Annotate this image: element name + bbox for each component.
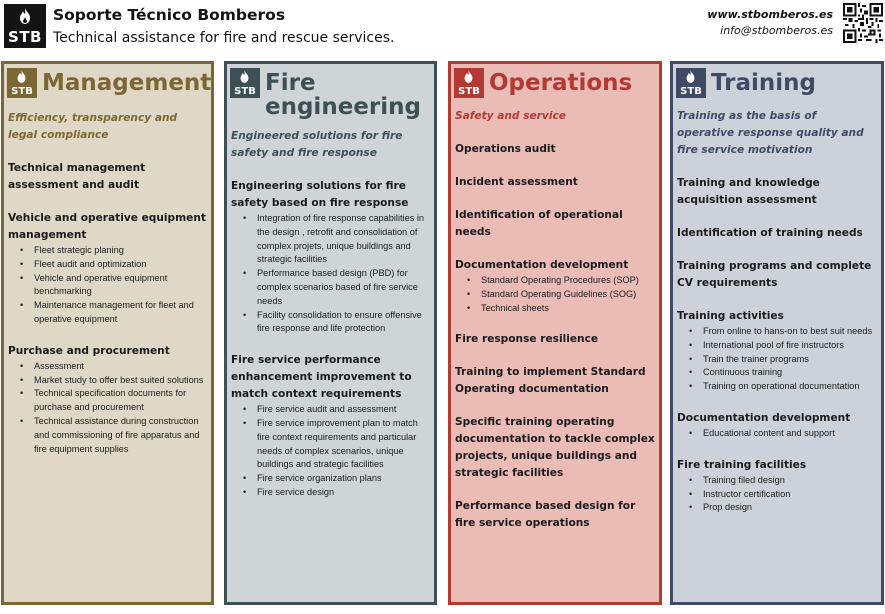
list-item: • Standard Operating Guidelines (SOG) bbox=[467, 288, 655, 302]
list-item: • Technical sheets bbox=[467, 302, 655, 316]
stb-badge bbox=[676, 68, 706, 98]
list-item: • Facility consolidation to ensure offensive fire response and life protection bbox=[243, 309, 430, 337]
list-item: • Fire service design bbox=[243, 486, 430, 500]
section bbox=[677, 457, 877, 515]
list-item: • Performance based design (PBD) for complex scenarios based of fire service needs bbox=[243, 267, 430, 308]
list-item: • Prop design bbox=[689, 501, 877, 515]
section-title: Training programs and complete CV requirements bbox=[677, 260, 872, 289]
section-title: Identification of training needs bbox=[677, 227, 863, 239]
section bbox=[455, 141, 655, 158]
bullet-list bbox=[8, 360, 207, 457]
section bbox=[455, 257, 655, 315]
column-tagline: Engineered solutions for fire safety and fire response bbox=[231, 130, 403, 159]
list-item: • Fire service audit and assessment bbox=[243, 403, 430, 417]
section-title: Vehicle and operative equipment management bbox=[8, 212, 206, 241]
section-title: Fire response resilience bbox=[455, 333, 599, 346]
list-item: • Educational content and support bbox=[689, 427, 877, 441]
list-item: • Training filed design bbox=[689, 474, 877, 488]
section-title: Training to implement Standard Operating documentation bbox=[455, 366, 646, 396]
section bbox=[677, 258, 877, 292]
logo-text: STB bbox=[8, 28, 42, 46]
bullet-list bbox=[8, 244, 207, 327]
section bbox=[455, 414, 655, 482]
section-title: Incident assessment bbox=[455, 176, 578, 188]
section-title: Documentation development bbox=[677, 411, 851, 424]
badge-text: STB bbox=[680, 86, 702, 97]
list-item: • Market study to offer best suited solutions bbox=[20, 374, 207, 388]
stb-badge bbox=[454, 68, 484, 98]
column-body bbox=[677, 108, 877, 531]
section bbox=[8, 160, 207, 194]
page-subtitle: Technical assistance for fire and rescue services. bbox=[53, 30, 395, 46]
section-title: Training activities bbox=[677, 310, 784, 322]
list-item: • Continuous training bbox=[689, 366, 877, 380]
column-body bbox=[8, 110, 207, 472]
section bbox=[677, 410, 877, 441]
section bbox=[677, 225, 877, 242]
flame-icon bbox=[463, 70, 474, 83]
section-title: Purchase and procurement bbox=[8, 344, 170, 357]
list-item: • International pool of fire instructors bbox=[689, 339, 877, 353]
section-title: Training and knowledge acquisition assessment bbox=[677, 177, 820, 206]
column-heading: Fire engineering bbox=[265, 70, 421, 120]
list-item: • Instructor certification bbox=[689, 488, 877, 502]
list-item: • Fleet audit and optimization bbox=[20, 258, 207, 272]
column-heading: Training bbox=[711, 70, 817, 96]
stb-logo bbox=[4, 4, 46, 48]
list-item: • Fleet strategic planing bbox=[20, 244, 207, 258]
list-item: • Technical specification documents for purchase and procurement bbox=[20, 387, 207, 415]
flame-icon bbox=[16, 70, 27, 83]
section bbox=[455, 174, 655, 191]
list-item: • Vehicle and operative equipment benchmarking bbox=[20, 272, 207, 300]
list-item: • Technical assistance during construction and commissioning of fire apparatus and fire equipment supplies bbox=[20, 415, 207, 456]
operations-column bbox=[448, 61, 662, 605]
bullet-list bbox=[455, 274, 655, 315]
qr-code-icon[interactable] bbox=[843, 3, 883, 43]
list-item: • Assessment bbox=[20, 360, 207, 374]
management-column bbox=[1, 61, 214, 605]
column-body bbox=[455, 108, 655, 548]
section-title: Fire training facilities bbox=[677, 458, 807, 471]
badge-text: STB bbox=[458, 86, 480, 97]
bullet-list bbox=[231, 212, 430, 336]
column-body bbox=[231, 128, 430, 516]
section-title: Fire service performance enhancement improvement to match context requirements bbox=[231, 354, 412, 401]
section bbox=[231, 178, 430, 336]
badge-text: STB bbox=[234, 86, 256, 97]
list-item: • Fire service organization plans bbox=[243, 472, 430, 486]
section-title: Documentation development bbox=[455, 259, 629, 271]
section bbox=[455, 207, 655, 241]
list-item: • Train the trainer programs bbox=[689, 353, 877, 367]
list-item: • Integration of fire response capabilities in the design , retrofit and consolidation of complex projets, unique buildings and strategic facilities bbox=[243, 212, 430, 267]
section bbox=[677, 308, 877, 394]
page-header bbox=[0, 0, 885, 56]
section bbox=[8, 210, 207, 327]
page-title: Soporte Técnico Bomberos bbox=[53, 6, 286, 24]
bullet-list bbox=[677, 325, 877, 394]
list-item: • Maintenance management for fleet and operative equipment bbox=[20, 299, 207, 327]
email-link[interactable]: info@stbomberos.es bbox=[720, 24, 833, 37]
website-link[interactable]: www.stbomberos.es bbox=[707, 8, 833, 21]
bullet-list bbox=[677, 474, 877, 515]
bullet-list bbox=[677, 427, 877, 441]
column-heading: Operations bbox=[489, 70, 633, 96]
section bbox=[677, 175, 877, 209]
column-tagline: Efficiency, transparency and legal compliance bbox=[8, 112, 178, 141]
training-column bbox=[670, 61, 884, 605]
section-title: Engineering solutions for fire safety based on fire response bbox=[231, 180, 409, 209]
fire-engineering-column bbox=[224, 61, 437, 605]
stb-badge bbox=[230, 68, 260, 98]
bullet-list bbox=[231, 403, 430, 500]
section-title: Identification of operational needs bbox=[455, 209, 623, 238]
list-item: • Standard Operating Procedures (SOP) bbox=[467, 274, 655, 288]
list-item: • Fire service improvement plan to match fire context requirements and particular needs of complex scenarios, unique buildings and strategic facilities bbox=[243, 417, 430, 472]
section bbox=[231, 352, 430, 500]
section bbox=[455, 498, 655, 532]
section-title: Specific training operating documentation to tackle complex projects, unique buildings and strategic facilities bbox=[455, 416, 655, 480]
section-title: Technical management assessment and audit bbox=[8, 162, 146, 191]
column-tagline: Training as the basis of operative response quality and fire service motivation bbox=[677, 110, 864, 156]
flame-icon bbox=[685, 70, 696, 83]
list-item: • From online to hans-on to best suit needs bbox=[689, 325, 877, 339]
section-title: Performance based design for fire service operations bbox=[455, 500, 636, 530]
section bbox=[455, 364, 655, 398]
section bbox=[8, 343, 207, 457]
stb-badge bbox=[7, 68, 37, 98]
flame-icon bbox=[239, 70, 250, 83]
list-item: • Training on operational documentation bbox=[689, 380, 877, 394]
badge-text: STB bbox=[11, 86, 33, 97]
flame-icon bbox=[18, 8, 32, 24]
section bbox=[455, 331, 655, 348]
section-title: Operations audit bbox=[455, 143, 556, 155]
column-tagline: Safety and service bbox=[455, 110, 566, 122]
column-heading: Management bbox=[42, 70, 212, 96]
